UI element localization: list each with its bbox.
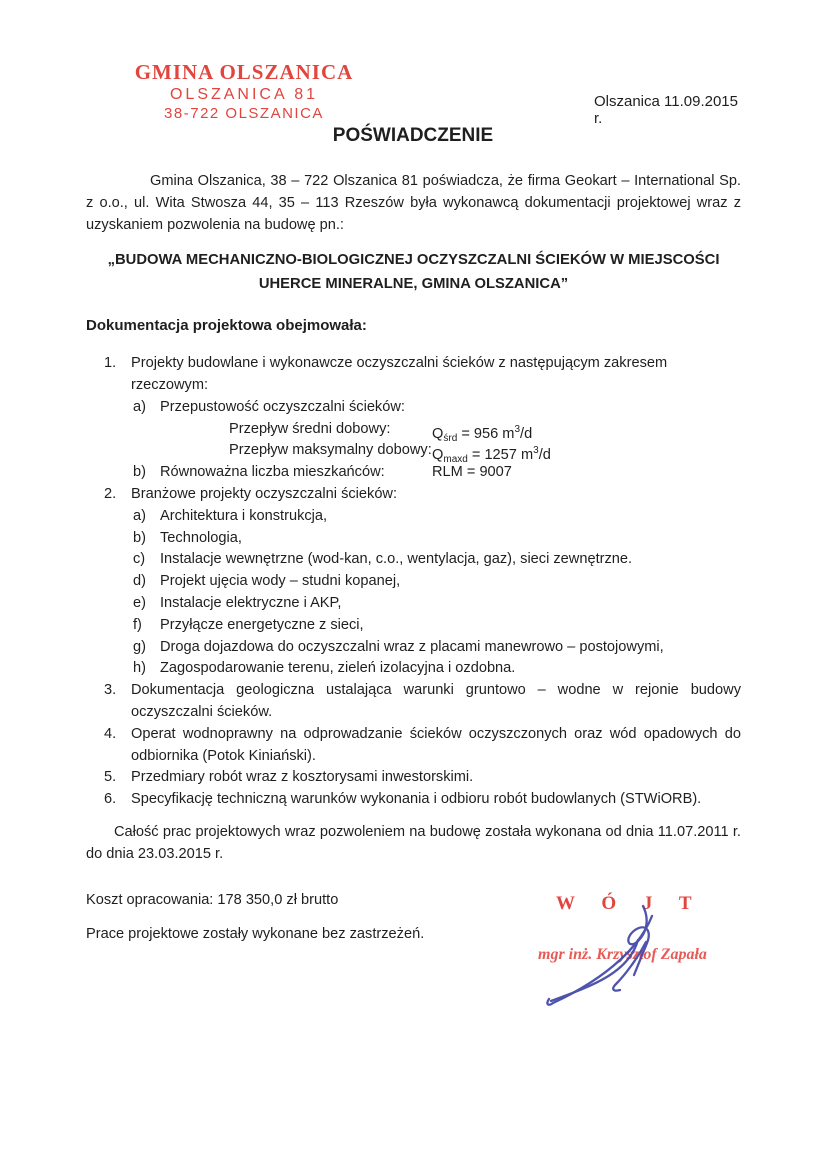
item-text: Branżowe projekty oczyszczalni ścieków: xyxy=(131,485,398,502)
flow-row-average xyxy=(86,419,741,444)
list-item-6 xyxy=(86,789,741,811)
item-number: 2. xyxy=(104,485,117,502)
cubic-superscript: 3 xyxy=(514,423,521,435)
closing-paragraph: Całość prac projektowych wraz pozwoleniem na budowę została wykonana od dnia 11.07.2011 r. do dnia 23.03.2015 r. xyxy=(86,823,741,862)
list-item-1a xyxy=(86,397,741,419)
list-item-5 xyxy=(86,767,741,789)
subitem-letter: a) xyxy=(133,507,146,524)
list-item-2b xyxy=(86,528,741,550)
subitem-letter: a) xyxy=(133,398,146,415)
item-number: 1. xyxy=(104,355,117,372)
q-subscript: maxd xyxy=(443,454,468,466)
list-item-2c xyxy=(86,549,741,571)
subitem-letter: g) xyxy=(133,638,146,655)
item-number: 3. xyxy=(104,682,117,699)
flow-label: Przepływ maksymalny dobowy: xyxy=(229,442,432,459)
list-item-2e xyxy=(86,593,741,615)
subitem-letter: h) xyxy=(133,660,146,677)
item-text: Przedmiary robót wraz z kosztorysami inwestorskimi. xyxy=(131,769,474,786)
stamp-line-3: 38-722 OLSZANICA xyxy=(164,105,324,122)
project-title-line-1: „BUDOWA MECHANICZNO-BIOLOGICZNEJ OCZYSZCZALNI ŚCIEKÓW W MIEJSCOŚCI xyxy=(107,252,720,269)
list-item-4 xyxy=(86,724,741,768)
document-date: Olszanica 11.09.2015 r. xyxy=(594,93,738,127)
subitem-text: Przyłącze energetyczne z sieci, xyxy=(160,616,364,633)
stamp-line-1: GMINA OLSZANICA xyxy=(134,60,354,84)
project-title xyxy=(86,249,741,296)
subitem-text: Architektura i konstrukcja, xyxy=(160,507,328,524)
item-number: 6. xyxy=(104,791,117,808)
subitem-text: Instalacje elektryczne i AKP, xyxy=(160,594,342,611)
section-heading: Dokumentacja projektowa obejmowała: xyxy=(86,317,367,335)
item-text: Projekty budowlane i wykonawcze oczyszczalni ścieków z następującym zakresem rzeczowym: xyxy=(131,355,668,393)
list-item-2g xyxy=(86,637,741,659)
flow-unit: /d xyxy=(520,425,533,442)
item-number: 5. xyxy=(104,769,117,786)
municipality-stamp xyxy=(116,60,372,122)
subitem-text: Projekt ujęcia wody – studni kopanej, xyxy=(160,573,401,590)
flow-label: Przepływ średni dobowy: xyxy=(229,420,391,437)
flow-unit: /d xyxy=(538,447,551,464)
mayor-name-stamp: mgr inż. Krzysztof Zapała xyxy=(538,946,707,963)
list-item-1 xyxy=(86,353,741,397)
list-item-2 xyxy=(86,484,741,506)
list-item-1b xyxy=(86,462,741,484)
item-number: 4. xyxy=(104,725,117,742)
item-text: Operat wodnoprawny na odprowadzanie ścieków oczyszczonych oraz wód opadowych do odbiornika (Potok Kiniański). xyxy=(131,725,741,764)
document-title: POŚWIADCZENIE xyxy=(332,125,494,146)
list-item-2h xyxy=(86,658,741,680)
subitem-letter: f) xyxy=(133,616,142,633)
list-item-2d xyxy=(86,571,741,593)
flow-row-max xyxy=(86,440,741,466)
list-item-3 xyxy=(86,680,741,724)
subitem-letter: c) xyxy=(133,551,146,568)
item-text: Dokumentacja geologiczna ustalająca warunki gruntowo – wodne w rejonie budowy oczyszczalni ścieków. xyxy=(131,682,741,720)
subitem-letter: d) xyxy=(133,573,146,590)
subitem-letter: b) xyxy=(133,529,146,546)
subitem-letter: e) xyxy=(133,594,146,611)
flow-amount: = 1257 m xyxy=(467,447,534,464)
q-symbol: Q xyxy=(432,425,444,442)
documentation-list xyxy=(86,353,741,811)
item-text: Specyfikację techniczną warunków wykonania i odbioru robót budowlanych (STWiORB). xyxy=(131,791,702,808)
cost-line: Koszt opracowania: 178 350,0 zł brutto xyxy=(86,891,339,908)
document-body xyxy=(86,171,741,946)
project-title-line-2: UHERCE MINERALNE, GMINA OLSZANICA” xyxy=(258,275,569,292)
subitem-text: Przepustowość oczyszczalni ścieków: xyxy=(160,398,405,415)
subitem-text: Technologia, xyxy=(160,529,242,546)
mayor-role-stamp: W Ó J T xyxy=(556,893,703,914)
q-symbol: Q xyxy=(432,447,444,464)
subitem-text: Droga dojazdowa do oczyszczalni wraz z placami manewrowo – postojowymi, xyxy=(160,638,664,655)
list-item-2a xyxy=(86,506,741,528)
subitem-text: Instalacje wewnętrzne (wod-kan, c.o., wentylacja, gaz), sieci zewnętrzne. xyxy=(160,551,633,568)
cubic-superscript: 3 xyxy=(533,445,539,457)
subitem-text: Równoważna liczba mieszkańców: xyxy=(160,464,385,481)
flow-amount: = 956 m xyxy=(457,425,515,442)
stamp-line-2: OLSZANICA 81 xyxy=(169,86,319,103)
rlm-value: RLM = 9007 xyxy=(432,464,512,481)
subitem-text: Zagospodarowanie terenu, zieleń izolacyjna i ozdobna. xyxy=(160,660,516,677)
subitem-letter: b) xyxy=(133,464,146,481)
list-item-2f xyxy=(86,615,741,637)
q-subscript: śrd xyxy=(443,432,458,444)
no-objections-line: Prace projektowe zostały wykonane bez zastrzeżeń. xyxy=(86,926,425,943)
intro-paragraph: Gmina Olszanica, 38 – 722 Olszanica 81 poświadcza, że firma Geokart – International Sp. z o.o., ul. Wita Stwosza 44, 35 – 113 Rzeszów była wykonawcą dokumentacji projektowej wraz z uzyskaniem pozwolenia na budowę pn.: xyxy=(86,173,741,233)
